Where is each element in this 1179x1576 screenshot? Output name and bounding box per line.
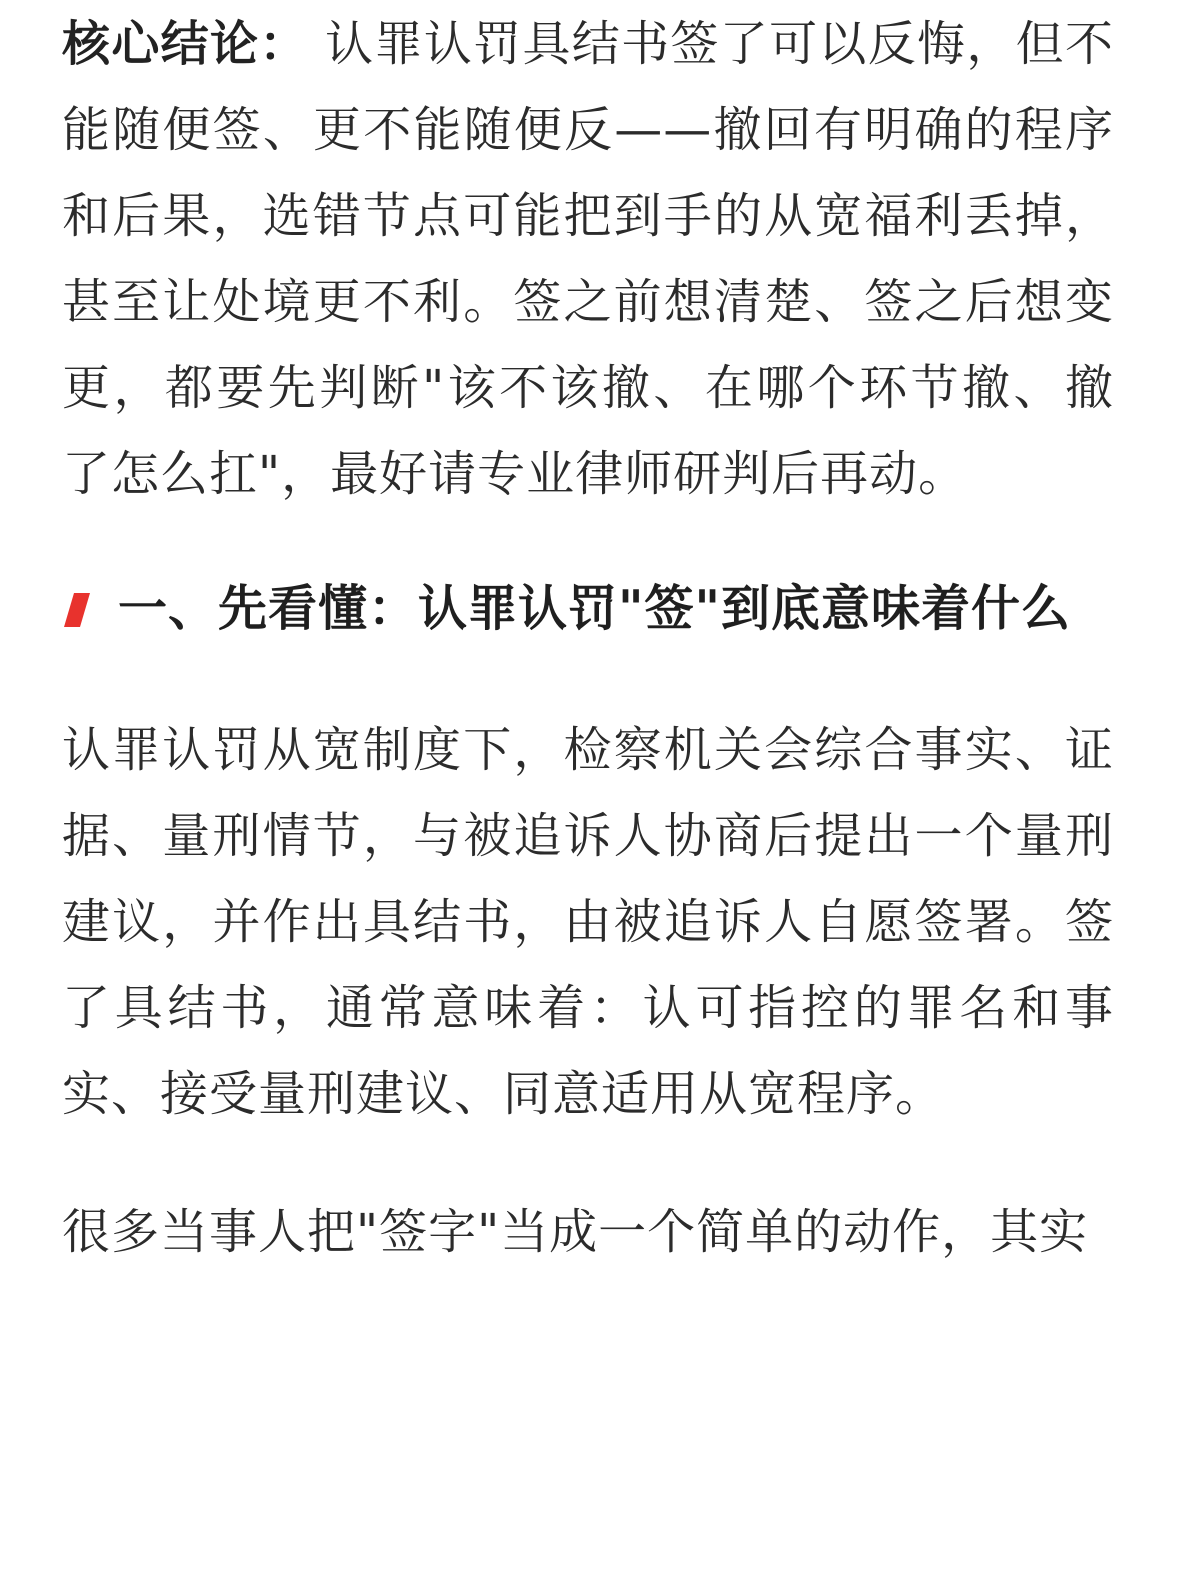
body-paragraph: 认罪认罚从宽制度下，检察机关会综合事实、证据、量刑情节，与被追诉人协商后提出一个量刑建议，并作出具结书，由被追诉人自愿签署。签了具结书，通常意味着：认可指控的罪名和事实、接受量刑建议、同意适用从宽程序。 [62, 722, 1114, 1122]
body-paragraph: 很多当事人把"签字"当成一个简单的动作，其实 [62, 1204, 1089, 1260]
section-heading [62, 564, 1114, 653]
section-heading-text: 一、先看懂：认罪认罚"签"到底意味着什么 [118, 580, 1072, 637]
lead-text: 认罪认罚具结书签了可以反悔，但不能随便签、更不能随便反——撤回有明确的程序和后果，选错节点可能把到手的从宽福利丢掉，甚至让处境更不利。签之前想清楚、签之后想变更，都要先判断"该不该撤、在哪个环节撤、撤了怎么扛"，最好请专业律师研判后再动。 [62, 16, 1114, 502]
article-body [62, 0, 1114, 1275]
lead-label: 核心结论： [62, 16, 309, 72]
lead-paragraph [62, 1, 1114, 517]
heading-marker-icon [64, 593, 90, 627]
